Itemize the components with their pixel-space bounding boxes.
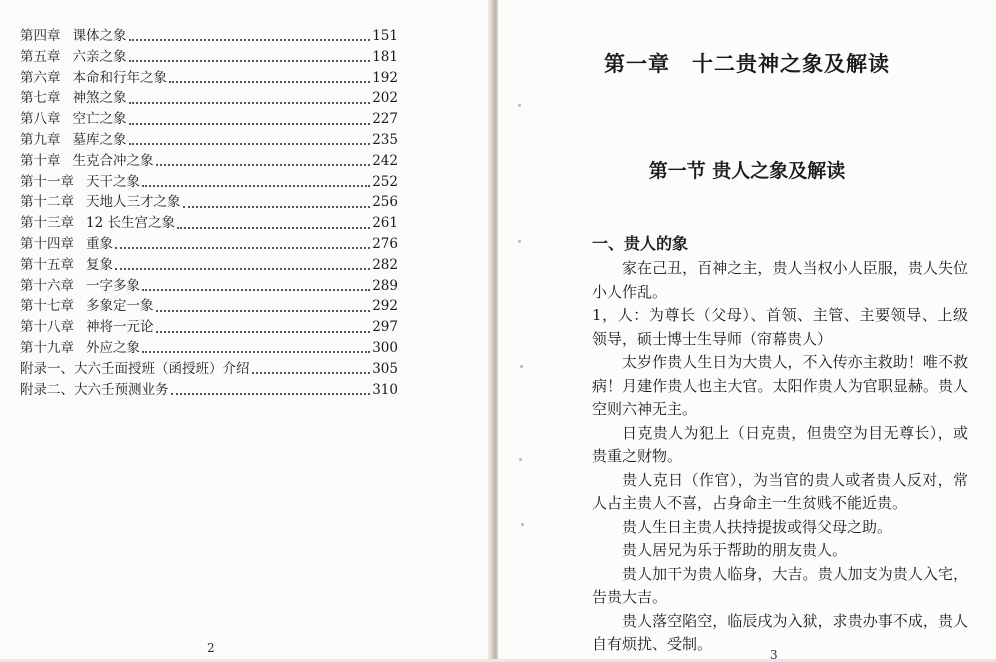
toc-page-number: 289	[372, 277, 398, 294]
toc-page-number: 276	[372, 235, 398, 252]
toc-chapter-title: 一字多象	[86, 277, 140, 294]
toc-chapter-label: 第十二章	[20, 194, 74, 211]
toc-page-number: 192	[372, 69, 398, 86]
toc-page-number: 297	[372, 319, 398, 336]
page-number-right: 3	[770, 648, 778, 662]
toc-entry	[20, 68, 398, 89]
toc-chapter-label: 第十九章	[20, 339, 74, 356]
toc-chapter-label: 第十六章	[20, 277, 74, 294]
toc-entry	[20, 296, 398, 317]
toc-entry	[20, 88, 398, 109]
toc-leader-dots	[129, 60, 371, 62]
toc-leader-dots	[156, 310, 371, 312]
toc-chapter-title: 天干之象	[86, 173, 140, 190]
paragraph: 太岁作贵人生日为大贵人，不入传亦主救助！唯不救病！月建作贵人也主大官。太阳作贵人为官职显赫。贵人空则六神无主。	[592, 353, 968, 418]
toc-page-number: 227	[372, 111, 398, 128]
toc-chapter-label: 附录二、	[20, 381, 74, 398]
toc-leader-dots	[169, 81, 370, 83]
toc-chapter-label: 第十四章	[20, 235, 74, 252]
toc-leader-dots	[183, 206, 371, 208]
toc-chapter-title: 大六壬预测业务	[74, 381, 169, 398]
toc-chapter-title: 生克合冲之象	[72, 152, 154, 169]
toc-entry	[20, 255, 398, 276]
toc-chapter-title: 12 长生宫之象	[86, 215, 175, 232]
toc-page-number: 252	[372, 173, 398, 190]
toc-chapter-label: 第十三章	[20, 215, 74, 232]
toc-leader-dots	[129, 39, 371, 41]
toc-chapter-label: 第九章	[20, 131, 61, 148]
scan-speck	[521, 523, 524, 526]
toc-leader-dots	[142, 185, 370, 187]
toc-entry	[20, 192, 398, 213]
scan-speck	[518, 104, 521, 107]
toc-chapter-label: 第十八章	[20, 319, 74, 336]
paragraph: 1，人：为尊长（父母）、首领、主管、主要领导、上级领导，硕士博士生导师（帘幕贵人）	[592, 306, 968, 348]
toc-entry	[20, 380, 398, 401]
toc-page-number: 151	[372, 28, 398, 44]
paragraph: 家在己丑，百神之主，贵人当权小人臣服，贵人失位小人作乱。	[592, 259, 968, 301]
toc-entry	[20, 130, 398, 151]
toc-chapter-label: 第十五章	[20, 256, 74, 273]
toc-leader-dots	[156, 331, 371, 333]
toc-page-number: 256	[372, 194, 398, 211]
toc-chapter-title: 空亡之象	[72, 111, 127, 128]
paragraph: 日克贵人为犯上（日克贵，但贵空为目无尊长），或贵重之财物。	[592, 423, 968, 465]
toc-page-number: 261	[372, 215, 398, 232]
toc-chapter-label: 第十七章	[20, 298, 74, 315]
toc-chapter-label: 第八章	[20, 111, 61, 128]
toc-entry	[20, 47, 398, 68]
toc-page-number: 310	[372, 381, 398, 398]
toc-chapter-label: 第十章	[20, 152, 61, 169]
toc-chapter-title: 大六壬面授班（函授班）介绍	[74, 360, 250, 377]
paragraph: 贵人居兄为乐于帮助的朋友贵人。	[622, 541, 848, 559]
toc-entry	[20, 26, 398, 47]
toc-chapter-title: 墓库之象	[72, 131, 127, 148]
toc-leader-dots	[252, 372, 371, 374]
toc-entry	[20, 109, 398, 130]
toc-leader-dots	[115, 247, 370, 249]
paragraph: 贵人加干为贵人临身，大吉。贵人加支为贵人入宅，告贵大吉。	[592, 564, 968, 606]
table-of-contents	[20, 26, 398, 400]
toc-leader-dots	[142, 351, 370, 353]
subheading: 一、贵人的象	[592, 234, 689, 253]
toc-entry	[20, 317, 398, 338]
scan-speck	[520, 365, 523, 368]
paragraph: 贵人生日主贵人扶持提拔或得父母之助。	[622, 517, 893, 536]
scan-speck	[519, 458, 522, 461]
toc-page-number: 282	[372, 256, 398, 273]
toc-chapter-label: 附录一、	[20, 360, 74, 377]
toc-entry	[20, 276, 398, 297]
toc-leader-dots	[129, 143, 371, 145]
toc-leader-dots	[156, 164, 371, 166]
toc-leader-dots	[171, 393, 371, 395]
toc-page-number: 235	[372, 131, 398, 148]
toc-chapter-label: 第五章	[20, 48, 61, 65]
section-title: 第一节 贵人之象及解读	[648, 160, 846, 182]
toc-page-number: 181	[372, 48, 398, 65]
toc-chapter-label: 第七章	[20, 90, 61, 107]
toc-leader-dots	[115, 268, 370, 270]
toc-page-number: 292	[372, 298, 398, 315]
toc-page-number: 300	[372, 339, 398, 356]
toc-chapter-title: 多象定一象	[86, 298, 154, 315]
body-text	[592, 257, 968, 657]
toc-page-number: 242	[372, 152, 398, 169]
toc-chapter-label: 第四章	[20, 28, 61, 44]
toc-chapter-title: 天地人三才之象	[86, 194, 181, 211]
toc-page-number: 305	[372, 360, 398, 377]
page-number-left: 2	[207, 641, 215, 655]
toc-page-number: 202	[372, 90, 398, 107]
toc-entry	[20, 213, 398, 234]
toc-leader-dots	[177, 227, 370, 229]
toc-leader-dots	[129, 102, 371, 104]
toc-chapter-title: 课体之象	[72, 28, 127, 44]
toc-entry	[20, 234, 398, 255]
paragraph: 贵人落空陷空，临辰戌为入狱，求贵办事不成，贵人自有烦扰、受制。	[592, 611, 968, 653]
paragraph: 贵人克日（作官），为当官的贵人或者贵人反对，常人占主贵人不喜，占身命主一生贫贱不能近贵。	[592, 470, 968, 512]
toc-chapter-label: 第十一章	[20, 173, 74, 190]
left-page	[0, 0, 492, 659]
scan-speck	[518, 240, 521, 243]
toc-chapter-title: 复象	[86, 256, 113, 273]
toc-chapter-title: 外应之象	[86, 339, 140, 356]
toc-leader-dots	[142, 289, 370, 291]
toc-chapter-title: 神煞之象	[72, 90, 127, 107]
toc-chapter-title: 六亲之象	[72, 48, 127, 65]
toc-chapter-title: 神将一元论	[86, 319, 154, 336]
toc-chapter-label: 第六章	[20, 69, 61, 86]
toc-entry	[20, 172, 398, 193]
toc-chapter-title: 重象	[86, 235, 113, 252]
toc-leader-dots	[129, 123, 371, 125]
chapter-title: 第一章 十二贵神之象及解读	[604, 51, 890, 76]
toc-chapter-title: 本命和行年之象	[72, 69, 167, 86]
toc-entry	[20, 359, 398, 380]
toc-entry	[20, 151, 398, 172]
toc-entry	[20, 338, 398, 359]
right-page	[498, 0, 996, 662]
